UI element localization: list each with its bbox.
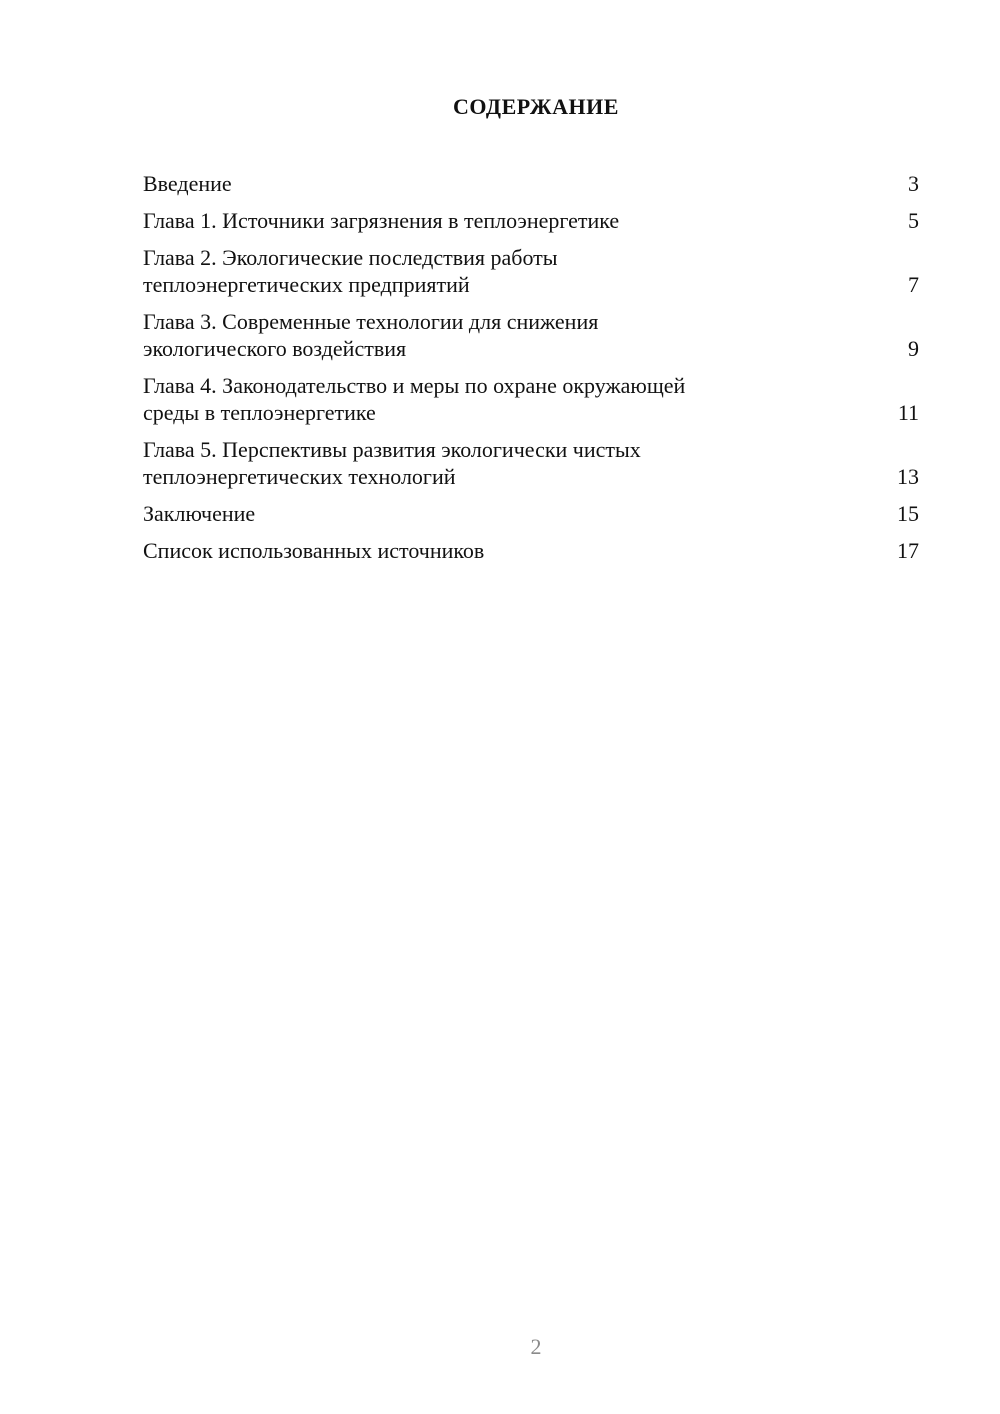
- toc-entry-line: Список использованных источников: [143, 538, 485, 563]
- toc-entry-label: [143, 170, 919, 197]
- toc-entry-line: теплоэнергетических технологий: [143, 464, 456, 489]
- toc-entry-label: [143, 500, 919, 527]
- table-of-contents: [143, 170, 919, 574]
- toc-entry-chapter-1: [143, 207, 919, 234]
- toc-entry-line: теплоэнергетических предприятий: [143, 272, 470, 297]
- toc-entry-label: [143, 372, 919, 426]
- toc-entry-page: 7: [908, 272, 919, 297]
- toc-entry-chapter-5: [143, 436, 919, 490]
- toc-entry-page: 17: [897, 538, 919, 563]
- toc-entry-references: [143, 537, 919, 564]
- toc-entry-page: 15: [897, 501, 919, 526]
- toc-entry-label: [143, 308, 919, 362]
- toc-entry-line: Глава 4. Законодательство и меры по охране окружающей: [143, 373, 686, 398]
- toc-entry-label: [143, 537, 919, 564]
- toc-entry-chapter-2: [143, 244, 919, 298]
- toc-entry-page: 13: [897, 464, 919, 489]
- toc-entry-line: Глава 2. Экологические последствия работы: [143, 245, 558, 270]
- toc-entry-page: 5: [908, 208, 919, 233]
- toc-entry-chapter-4: [143, 372, 919, 426]
- toc-entry-chapter-3: [143, 308, 919, 362]
- toc-entry-page: 3: [908, 171, 919, 196]
- toc-entry-label: [143, 207, 919, 234]
- page-number: 2: [530, 1334, 542, 1359]
- toc-entry-page: 11: [897, 400, 919, 425]
- page-title: СОДЕРЖАНИЕ: [453, 94, 619, 119]
- toc-entry-label: [143, 244, 919, 298]
- toc-entry-page: 9: [908, 336, 919, 361]
- toc-entry-line: Глава 3. Современные технологии для снижения: [143, 309, 599, 334]
- toc-entry-line: Глава 1. Источники загрязнения в теплоэнергетике: [143, 208, 620, 233]
- toc-entry-line: Введение: [143, 171, 232, 196]
- toc-entry-line: Глава 5. Перспективы развития экологически чистых: [143, 437, 641, 462]
- toc-entry-line: Заключение: [143, 501, 256, 526]
- toc-entry-conclusion: [143, 500, 919, 527]
- toc-entry-line: среды в теплоэнергетике: [143, 400, 376, 425]
- toc-entry-introduction: [143, 170, 919, 197]
- toc-entry-line: экологического воздействия: [143, 336, 407, 361]
- toc-entry-label: [143, 436, 919, 490]
